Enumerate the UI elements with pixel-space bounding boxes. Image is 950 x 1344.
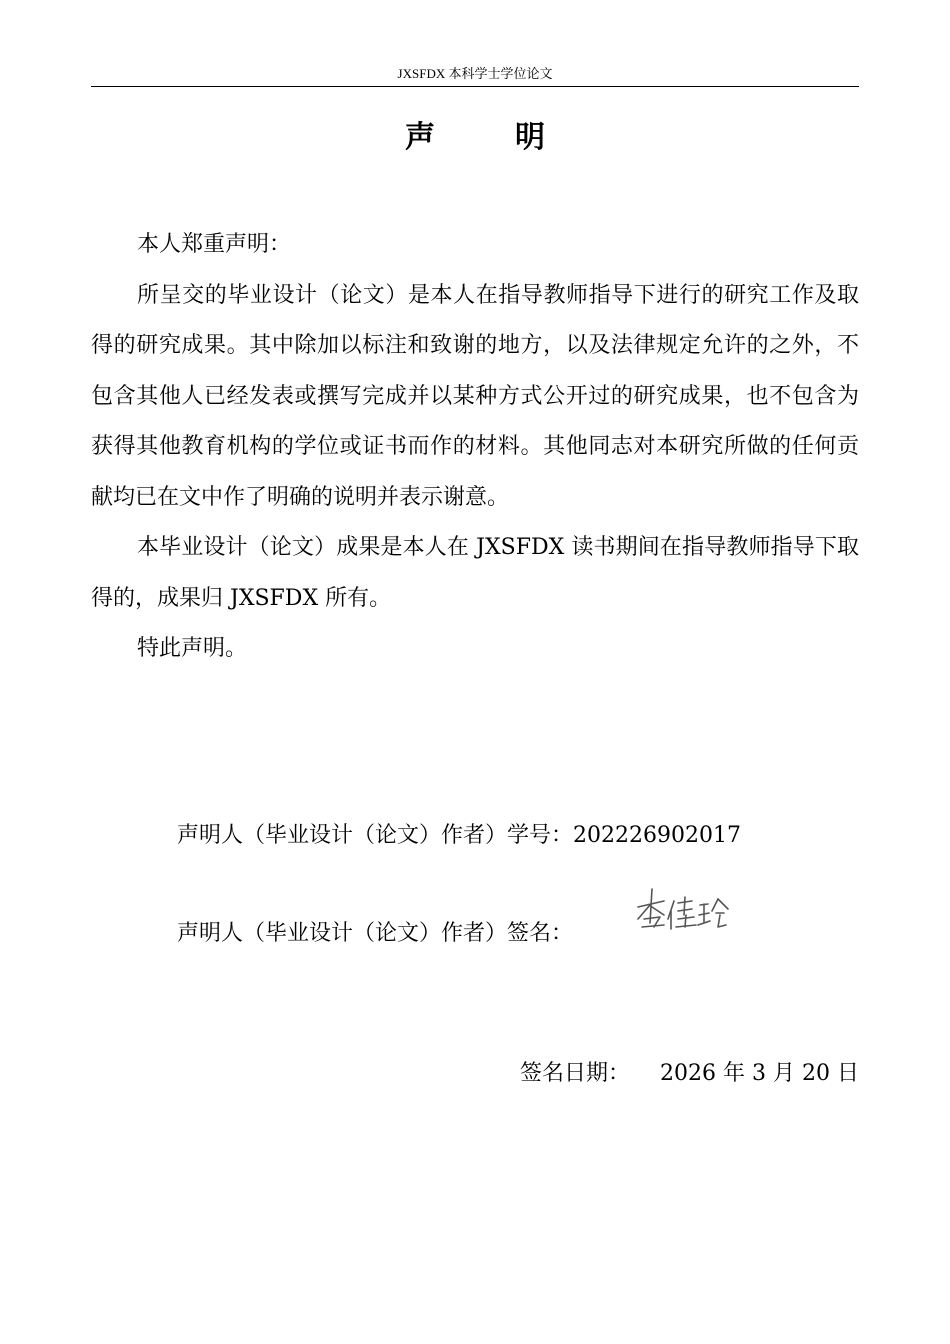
day-unit: 日 (836, 1061, 859, 1086)
page-title (0, 116, 950, 160)
declaration-paragraph-2: 本毕业设计（论文）成果是本人在 JXSFDX 读书期间在指导教师指导下取得的，成果归 JXSFDX 所有。 (91, 535, 859, 611)
running-header: JXSFDX 本科学士学位论文 (397, 66, 553, 81)
closing-line: 特此声明。 (137, 636, 248, 661)
signature-label: 声明人（毕业设计（论文）作者）签名： (177, 921, 574, 946)
month-unit: 月 (772, 1061, 795, 1086)
opening-line: 本人郑重声明： (137, 232, 292, 257)
declaration-paragraph-1: 所呈交的毕业设计（论文）是本人在指导教师指导下进行的研究工作及取得的研究成果。其中除加以标注和致谢的地方，以及法律规定允许的之外，不包含其他人已经发表或撰写完成并以某种方式公开过的研究成果，也不包含为获得其他教育机构的学位或证书而作的材料。其他同志对本研究所做的任何贡献均已在文中作了明确的说明并表示谢意。 (91, 282, 859, 510)
date-label: 签名日期： (519, 1061, 630, 1086)
year-unit: 年 (722, 1061, 745, 1086)
header-rule (91, 86, 859, 87)
student-id-line (177, 820, 741, 852)
student-id-label: 声明人（毕业设计（论文）作者）学号： (177, 823, 574, 848)
declaration-body (91, 220, 859, 675)
handwritten-signature (634, 885, 734, 937)
student-id-value: 202226902017 (573, 823, 741, 848)
date-day: 20 (801, 1061, 830, 1086)
title-char-1: 声 (405, 120, 435, 155)
date-line (520, 1058, 859, 1090)
date-month: 3 (751, 1061, 766, 1086)
title-char-2: 明 (515, 120, 545, 155)
date-year: 2026 (659, 1061, 716, 1086)
signature-line (177, 918, 573, 950)
